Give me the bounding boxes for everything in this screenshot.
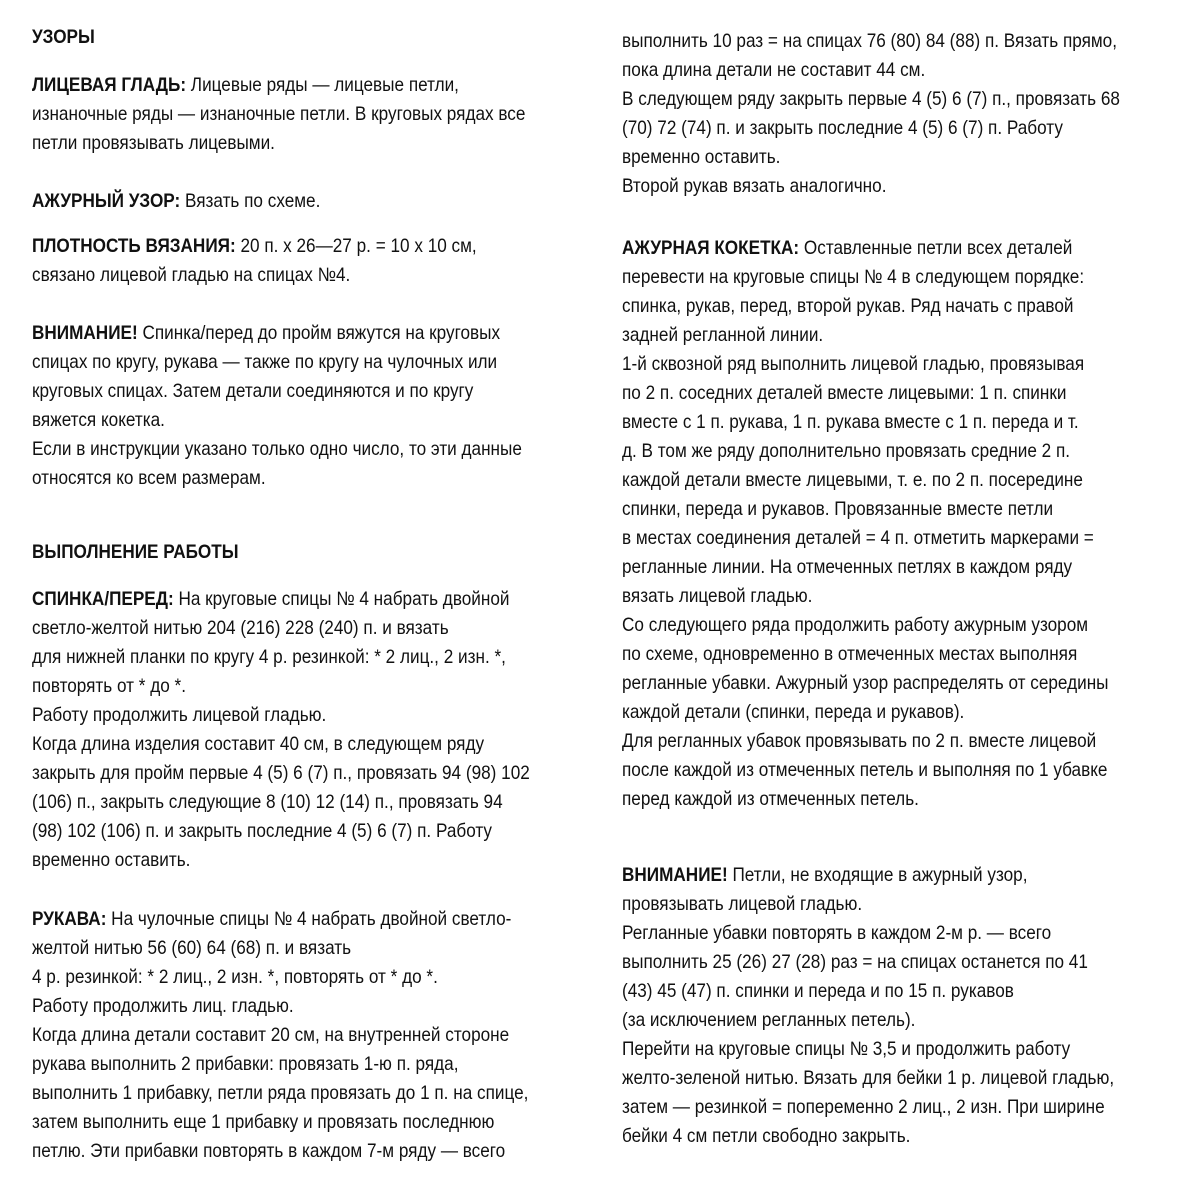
line-text: Второй рукав вязать аналогично. [622, 175, 887, 197]
line-text: 4 р. резинкой: * 2 лиц., 2 изн. *, повторять от * до *. [32, 966, 438, 988]
text-line [32, 1021, 509, 1049]
text-line [32, 100, 525, 128]
text-line [32, 643, 506, 671]
text-line [622, 263, 1084, 291]
line-text: светло-желтой нитью 204 (216) 228 (240) п. и вязать [32, 617, 449, 639]
line-text: Если в инструкции указано только одно число, то эти данные [32, 438, 522, 460]
line-text: На круговые спицы № 4 набрать двойной [173, 588, 510, 610]
text-line [32, 672, 186, 700]
line-text: рукава выполнить 2 прибавки: провязать 1-ю п. ряда, [32, 1053, 459, 1075]
line-text: закрыть для пройм первые 4 (5) 6 (7) п., провязать 94 (98) 102 [32, 762, 530, 784]
text-line [32, 406, 165, 434]
line-text: круговых спицах. Затем детали соединяются и по кругу [32, 380, 474, 402]
line-text: регланные убавки. Ажурный узор распределять от середины [622, 672, 1109, 694]
line-text: желтой нитью 56 (60) 64 (68) п. и вязать [32, 937, 352, 959]
text-line [622, 379, 1066, 407]
line-text: (98) 102 (106) п. и закрыть последние 4 (5) 6 (7) п. Работу [32, 820, 493, 842]
text-line [32, 319, 500, 347]
line-text: выполнить 10 раз = на спицах 76 (80) 84 (88) п. Вязать прямо, [622, 30, 1117, 52]
text-line [32, 538, 239, 566]
line-text: Петли, не входящие в ажурный узор, [727, 864, 1028, 886]
text-line [32, 129, 275, 157]
line-text: пока длина детали не составит 44 см. [622, 59, 926, 81]
text-line [622, 1093, 1105, 1121]
text-line [32, 730, 484, 758]
line-text: Для регланных убавок провязывать по 2 п. вместе лицевой [622, 730, 1097, 752]
line-text: связано лицевой гладью на спицах №4. [32, 264, 351, 286]
text-line [622, 56, 925, 84]
line-text: Регланные убавки повторять в каждом 2-м р. — всего [622, 922, 1052, 944]
text-line [32, 435, 522, 463]
bold-label: ВНИМАНИЕ! [622, 864, 728, 886]
text-line [622, 948, 1088, 976]
line-text: для нижней планки по кругу 4 р. резинкой: * 2 лиц., 2 изн. *, [32, 646, 506, 668]
line-text: затем выполнить еще 1 прибавку и провязать последнюю [32, 1111, 495, 1133]
bold-label: РУКАВА: [32, 908, 107, 930]
text-line [622, 350, 1084, 378]
bold-label: ВЫПОЛНЕНИЕ РАБОТЫ [32, 541, 239, 563]
text-line [32, 759, 530, 787]
text-line [32, 1050, 458, 1078]
text-line [32, 585, 509, 613]
text-line [622, 727, 1096, 755]
text-line [622, 582, 812, 610]
text-line [622, 408, 1079, 436]
text-line [622, 553, 1072, 581]
line-text: (43) 45 (47) п. спинки и переда и по 15 п. рукавов [622, 980, 1014, 1002]
line-text: 20 п. х 26—27 р. = 10 х 10 см, [235, 235, 477, 257]
line-text: спинка, рукав, перед, второй рукав. Ряд начать с правой [622, 295, 1074, 317]
text-line [32, 464, 266, 492]
bold-label: АЖУРНЫЙ УЗОР: [32, 190, 181, 212]
line-text: петлю. Эти прибавки повторять в каждом 7-м ряду — всего [32, 1140, 506, 1162]
line-text: Спинка/перед до пройм вяжутся на круговых [137, 322, 501, 344]
text-line [622, 321, 823, 349]
line-text: перед каждой из отмеченных петель. [622, 788, 919, 810]
line-text: петли провязывать лицевыми. [32, 132, 275, 154]
line-text: каждой детали вместе лицевыми, т. е. по 2 п. посередине [622, 469, 1083, 491]
text-line [622, 495, 1053, 523]
text-line [622, 234, 1072, 262]
line-text: бейки 4 см петли свободно закрыть. [622, 1125, 911, 1147]
text-line [622, 698, 964, 726]
line-text: изнаночные ряды — изнаночные петли. В круговых рядах все [32, 103, 526, 125]
line-text: Перейти на круговые спицы № 3,5 и продолжить работу [622, 1038, 1071, 1060]
line-text: Лицевые ряды — лицевые петли, [186, 74, 459, 96]
text-line [32, 1108, 494, 1136]
text-line [32, 348, 497, 376]
text-line [622, 861, 1027, 889]
text-line [622, 640, 1077, 668]
text-line [622, 919, 1051, 947]
line-text: выполнить 25 (26) 27 (28) раз = на спицах останется по 41 [622, 951, 1088, 973]
line-text: по 2 п. соседних деталей вместе лицевыми: 1 п. спинки [622, 382, 1067, 404]
text-line [622, 466, 1083, 494]
bold-label: УЗОРЫ [32, 26, 95, 48]
line-text: затем — резинкой = попеременно 2 лиц., 2 изн. При ширине [622, 1096, 1105, 1118]
line-text: после каждой из отмеченных петель и выполняя по 1 убавке [622, 759, 1108, 781]
line-text: На чулочные спицы № 4 набрать двойной светло- [106, 908, 512, 930]
text-line [32, 232, 477, 260]
text-line [32, 846, 190, 874]
line-text: временно оставить. [32, 849, 191, 871]
bold-label: СПИНКА/ПЕРЕД: [32, 588, 174, 610]
text-line [622, 292, 1073, 320]
line-text: Оставленные петли всех деталей [799, 237, 1073, 259]
text-line [32, 934, 351, 962]
line-text: Когда длина изделия составит 40 см, в следующем ряду [32, 733, 485, 755]
text-line [622, 114, 1063, 142]
text-line [622, 977, 1014, 1005]
text-line [32, 614, 449, 642]
text-line [622, 143, 780, 171]
line-text: по схеме, одновременно в отмеченных местах выполняя [622, 643, 1078, 665]
line-text: регланные линии. На отмеченных петлях в каждом ряду [622, 556, 1073, 578]
line-text: желто-зеленой нитью. Вязать для бейки 1 р. лицевой гладью, [622, 1067, 1115, 1089]
text-line [622, 85, 1120, 113]
text-line [622, 890, 862, 918]
line-text: провязывать лицевой гладью. [622, 893, 863, 915]
bold-label: ПЛОТНОСТЬ ВЯЗАНИЯ: [32, 235, 236, 257]
line-text: повторять от * до *. [32, 675, 187, 697]
text-line [32, 905, 511, 933]
text-line [32, 71, 459, 99]
text-line [32, 788, 503, 816]
text-line [32, 963, 438, 991]
text-line [622, 1035, 1070, 1063]
text-line [32, 701, 326, 729]
line-text: (70) 72 (74) п. и закрыть последние 4 (5) 6 (7) п. Работу [622, 117, 1063, 139]
text-line [622, 1122, 910, 1150]
text-line [32, 23, 95, 51]
line-text: Работу продолжить лицевой гладью. [32, 704, 327, 726]
text-line [622, 524, 1094, 552]
line-text: д. В том же ряду дополнительно провязать средние 2 п. [622, 440, 1071, 462]
line-text: вместе с 1 п. рукава, 1 п. рукава вместе с 1 п. переда и т. [622, 411, 1079, 433]
line-text: Со следующего ряда продолжить работу ажурным узором [622, 614, 1089, 636]
text-line [622, 1064, 1114, 1092]
line-text: 1-й сквозной ряд выполнить лицевой гладью, провязывая [622, 353, 1085, 375]
text-line [622, 27, 1117, 55]
text-line [622, 785, 919, 813]
text-line [32, 377, 473, 405]
text-line [32, 1079, 528, 1107]
line-text: выполнить 1 прибавку, петли ряда провязать до 1 п. на спице, [32, 1082, 529, 1104]
bold-label: ВНИМАНИЕ! [32, 322, 138, 344]
line-text: Работу продолжить лиц. гладью. [32, 995, 294, 1017]
line-text: вязать лицевой гладью. [622, 585, 813, 607]
text-line [622, 756, 1107, 784]
text-line [622, 611, 1088, 639]
line-text: в местах соединения деталей = 4 п. отметить маркерами = [622, 527, 1094, 549]
text-line [622, 172, 886, 200]
line-text: задней регланной линии. [622, 324, 824, 346]
text-line [622, 437, 1070, 465]
line-text: спицах по кругу, рукава — также по кругу на чулочных или [32, 351, 498, 373]
text-line [32, 1137, 505, 1165]
line-text: спинки, переда и рукавов. Провязанные вместе петли [622, 498, 1054, 520]
text-line [32, 187, 320, 215]
text-line [32, 992, 294, 1020]
text-line [32, 261, 350, 289]
line-text: вяжется кокетка. [32, 409, 165, 431]
bold-label: ЛИЦЕВАЯ ГЛАДЬ: [32, 74, 187, 96]
text-line [622, 669, 1109, 697]
line-text: временно оставить. [622, 146, 781, 168]
line-text: В следующем ряду закрыть первые 4 (5) 6 (7) п., провязать 68 [622, 88, 1120, 110]
text-line [622, 1006, 915, 1034]
bold-label: АЖУРНАЯ КОКЕТКА: [622, 237, 800, 259]
text-line [32, 817, 492, 845]
line-text: Вязать по схеме. [180, 190, 321, 212]
line-text: относятся ко всем размерам. [32, 467, 266, 489]
line-text: (106) п., закрыть следующие 8 (10) 12 (14) п., провязать 94 [32, 791, 503, 813]
line-text: Когда длина детали составит 20 см, на внутренней стороне [32, 1024, 510, 1046]
line-text: каждой детали (спинки, переда и рукавов). [622, 701, 965, 723]
line-text: (за исключением регланных петель). [622, 1009, 916, 1031]
line-text: перевести на круговые спицы № 4 в следующем порядке: [622, 266, 1085, 288]
